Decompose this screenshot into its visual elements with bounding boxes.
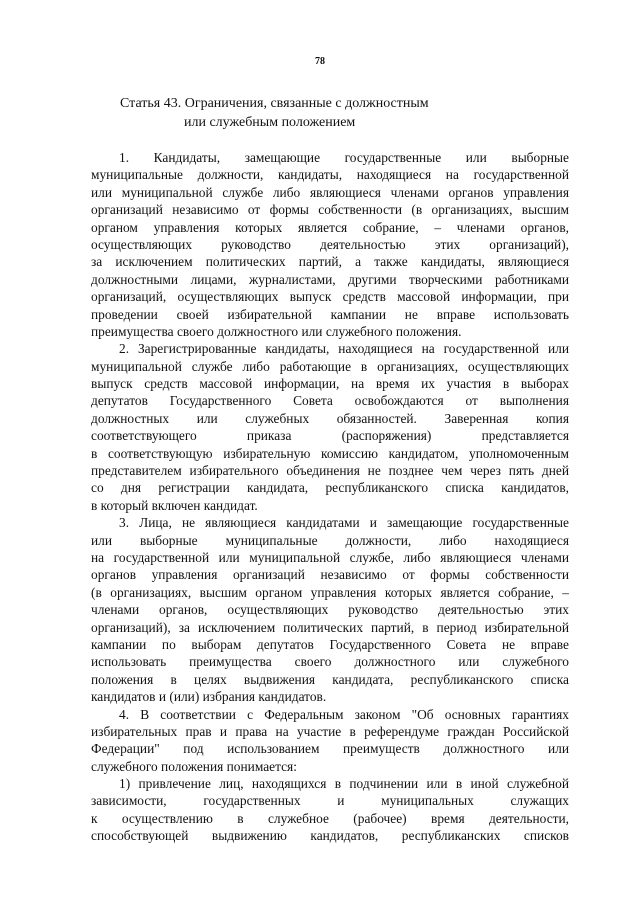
text-line: муниципальной службе либо работающие в организациях, осуществляющих bbox=[91, 358, 569, 374]
text-line: в который включен кандидат. bbox=[91, 497, 258, 513]
article-heading bbox=[120, 94, 429, 132]
text-line: положения в целях выдвижения кандидата, республиканского списка bbox=[91, 671, 569, 687]
text-line: представителем избирательного объединения не позднее чем через пять дней bbox=[91, 463, 569, 479]
text-line: на государственной или муниципальной службе, либо являющиеся членами bbox=[91, 549, 569, 565]
text-line: 4. В соответствии с Федеральным законом "Об основных гарантиях bbox=[119, 706, 569, 722]
text-line: 1) привлечение лиц, находящихся в подчинении или в иной служебной bbox=[119, 776, 569, 792]
text-line: организаций), за исключением политических партий, в период избирательной bbox=[91, 619, 569, 635]
text-line: Федерации" под использованием преимуществ должностного или bbox=[91, 741, 569, 757]
article-heading-line-2: или служебным положением bbox=[184, 115, 356, 130]
page-number: 78 bbox=[315, 56, 325, 67]
text-line: или муниципальной службе либо являющиеся членами органов управления bbox=[91, 184, 569, 200]
text-line: депутатов Государственного Совета освобождаются от выполнения bbox=[91, 393, 569, 409]
text-line: муниципальные должности, кандидаты, находящиеся на государственной bbox=[91, 167, 569, 183]
text-line: осуществляющих руководство деятельностью этих организаций), bbox=[91, 236, 569, 252]
text-line: (в организациях, высшим органом управления которых является собрание, – bbox=[91, 584, 569, 600]
text-line: кампании по выборам депутатов Государственного Совета не вправе bbox=[91, 636, 569, 652]
article-body bbox=[91, 149, 569, 845]
text-line: избирательных прав и права на участие в референдуме граждан Российской bbox=[91, 723, 569, 739]
text-line: организаций независимо от формы собственности (в организациях, высшим bbox=[91, 202, 569, 218]
text-line: 3. Лица, не являющиеся кандидатами и замещающие государственные bbox=[119, 515, 569, 531]
text-line: организаций, осуществляющих выпуск средств массовой информации, при bbox=[91, 289, 569, 305]
text-line: органов управления организаций независимо от формы собственности bbox=[91, 567, 569, 583]
text-line: проведении своей избирательной кампании не вправе использовать bbox=[91, 306, 569, 322]
text-line: зависимости, государственных и муниципальных служащих bbox=[91, 793, 569, 809]
text-line: органом управления которых является собрание, – членами органов, bbox=[91, 219, 569, 235]
text-line: членами органов, осуществляющих руководство деятельностью этих bbox=[91, 602, 569, 618]
text-line: должностными лицами, журналистами, другими творческими работниками bbox=[91, 271, 569, 287]
text-line: преимущества своего должностного или служебного положения. bbox=[91, 323, 462, 339]
text-line: в соответствующую избирательную комиссию кандидатом, уполномоченным bbox=[91, 445, 569, 461]
text-line: 1. Кандидаты, замещающие государственные или выборные bbox=[119, 150, 569, 165]
text-line: к осуществлению в служебное (рабочее) время деятельности, bbox=[91, 810, 569, 826]
text-line: или выборные муниципальные должности, либо находящиеся bbox=[91, 532, 569, 548]
text-line: кандидатов и (или) избрания кандидатов. bbox=[91, 689, 327, 705]
text-line: использовать преимущества своего должностного или служебного bbox=[91, 654, 569, 670]
text-line: соответствующего приказа (распоряжения) представляется bbox=[91, 428, 569, 444]
text-line: должностных или служебных обязанностей. Заверенная копия bbox=[91, 410, 569, 426]
text-line: 2. Зарегистрированные кандидаты, находящиеся на государственной или bbox=[119, 341, 569, 357]
text-line: служебного положения понимается: bbox=[91, 758, 297, 774]
text-line: выпуск средств массовой информации, на время их участия в выборах bbox=[91, 376, 569, 392]
text-line: со дня регистрации кандидата, республиканского списка кандидатов, bbox=[91, 480, 569, 496]
text-line: за исключением политических партий, а также кандидаты, являющиеся bbox=[91, 254, 569, 270]
article-heading-line-1: Статья 43. Ограничения, связанные с должностным bbox=[120, 96, 429, 111]
text-line: способствующей выдвижению кандидатов, республиканских списков bbox=[91, 828, 569, 844]
